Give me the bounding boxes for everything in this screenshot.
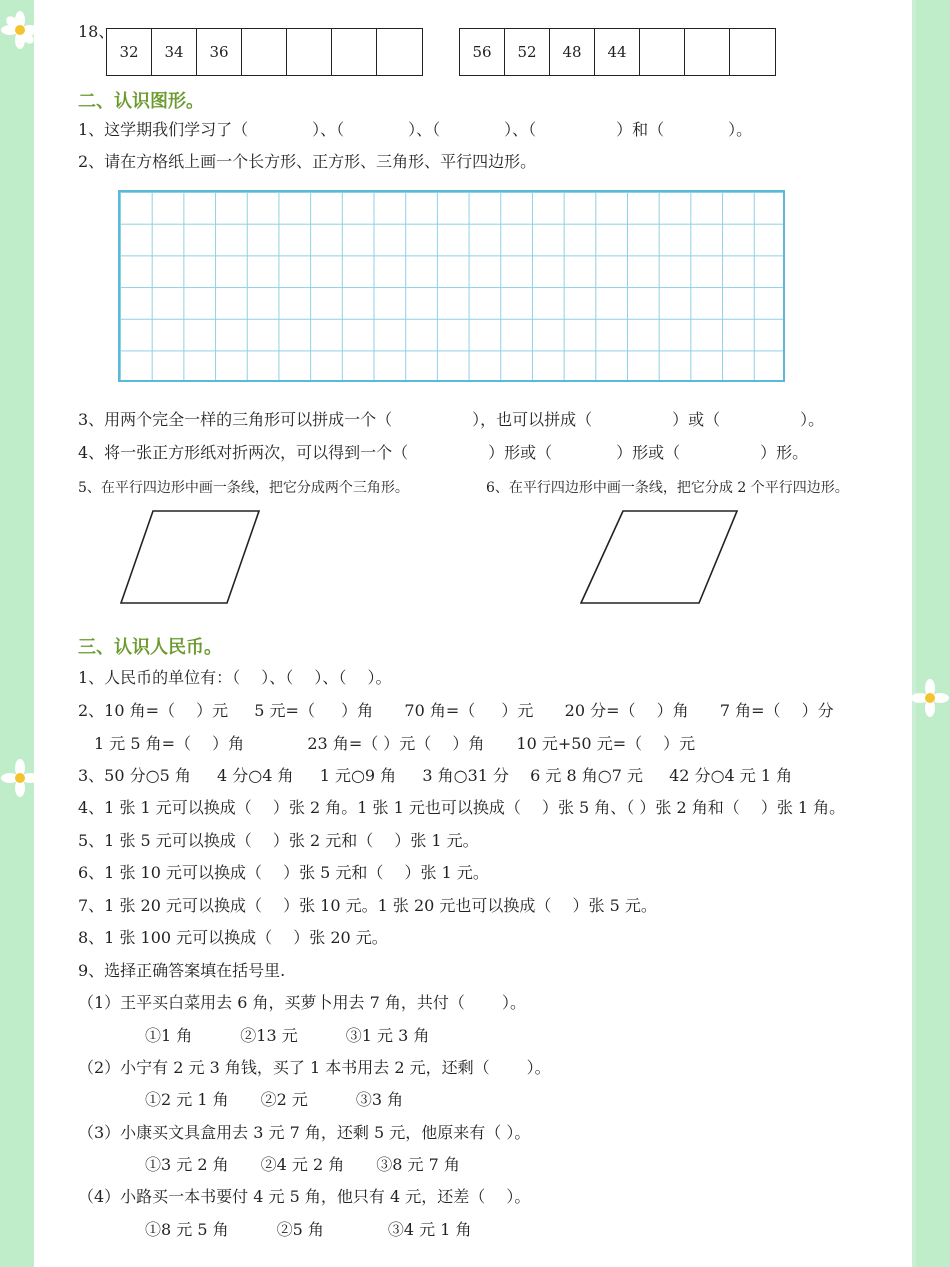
- answer-options: ①2 元 1 角 ②2 元 ③3 角: [145, 1090, 404, 1109]
- question-text: 6、1 张 10 元可以换成（ ）张 5 元和（ ）张 1 元。: [78, 863, 489, 882]
- answer-options: ①8 元 5 角 ②5 角 ③4 元 1 角: [145, 1220, 472, 1239]
- daisy-flower-icon: [908, 670, 950, 730]
- sequence-cell: 36: [197, 29, 242, 75]
- question-text: 7、1 张 20 元可以换成（ ）张 10 元。1 张 20 元也可以换成（ ）张 5 元。: [78, 896, 657, 915]
- sequence-cell: 52: [505, 29, 550, 75]
- sub-question: （4）小路买一本书要付 4 元 5 角，他只有 4 元，还差（ ）。: [78, 1187, 531, 1206]
- question-text: 4、1 张 1 元可以换成（ ）张 2 角。1 张 1 元也可以换成（ ）张 5 角、（ ）张 2 角和（ ）张 1 角。: [78, 798, 846, 817]
- question-18-label: 18、: [78, 22, 115, 41]
- sequence-blank[interactable]: [287, 29, 332, 75]
- right-decorative-border: [916, 0, 950, 1267]
- sequence-blank[interactable]: [332, 29, 377, 75]
- question-text: 2、10 角=（ ）元 5 元=（ ）角 70 角=（ ）元 20 分=（ ）角 7 角=（ ）分: [78, 701, 834, 720]
- question-text: 2、请在方格纸上画一个长方形、正方形、三角形、平行四边形。: [78, 152, 537, 171]
- question-text: 3、用两个完全一样的三角形可以拼成一个（ ），也可以拼成（ ）或（ ）。: [78, 410, 825, 429]
- sequence-blank[interactable]: [242, 29, 287, 75]
- parallelogram-shape[interactable]: [575, 505, 745, 610]
- section-3-heading: 三、认识人民币。: [78, 637, 222, 658]
- sequence-cell: 48: [550, 29, 595, 75]
- sub-question: （3）小康买文具盒用去 3 元 7 角，还剩 5 元，他原来有（ ）。: [78, 1123, 531, 1142]
- question-text: 9、选择正确答案填在括号里.: [78, 961, 286, 980]
- sequence-blank[interactable]: [640, 29, 685, 75]
- answer-options: ①3 元 2 角 ②4 元 2 角 ③8 元 7 角: [145, 1155, 460, 1174]
- question-text: 1、这学期我们学习了（ ）、（ ）、（ ）、（ ）和（ ）。: [78, 120, 753, 139]
- question-text: 4、将一张正方形纸对折两次，可以得到一个（ ）形或（ ）形或（ ）形。: [78, 443, 809, 462]
- sub-question: （1）王平买白菜用去 6 角，买萝卜用去 7 角，共付（ ）。: [78, 993, 526, 1012]
- sequence-cell: 34: [152, 29, 197, 75]
- question-text: 5、1 张 5 元可以换成（ ）张 2 元和（ ）张 1 元。: [78, 831, 479, 850]
- question-text: 3、50 分○5 角 4 分○4 角 1 元○9 角 3 角○31 分 6 元 8 角○7 元 42 分○4 元 1 角: [78, 766, 793, 785]
- sequence-cell: 56: [460, 29, 505, 75]
- sequence-left: [106, 28, 423, 76]
- question-text: 1 元 5 角=（ ）角 23 角=（ ）元（ ）角 10 元+50 元=（ ）元: [78, 734, 696, 753]
- sequence-cell: 32: [107, 29, 152, 75]
- question-text: 5、在平行四边形中画一条线，把它分成两个三角形。: [78, 480, 409, 496]
- sequence-blank[interactable]: [730, 29, 775, 75]
- sequence-blank[interactable]: [377, 29, 422, 75]
- sequence-blank[interactable]: [685, 29, 730, 75]
- drawing-grid[interactable]: [118, 190, 785, 382]
- section-2-heading: 二、认识图形。: [78, 91, 204, 112]
- answer-options: ①1 角 ②13 元 ③1 元 3 角: [145, 1026, 430, 1045]
- question-text: 8、1 张 100 元可以换成（ ）张 20 元。: [78, 928, 388, 947]
- left-decorative-border: [0, 0, 34, 1267]
- sequence-right: [459, 28, 776, 76]
- sub-question: （2）小宁有 2 元 3 角钱，买了 1 本书用去 2 元，还剩（ ）。: [78, 1058, 551, 1077]
- question-text: 1、人民币的单位有：（ ）、（ ）、（ ）。: [78, 668, 392, 687]
- sequence-cell: 44: [595, 29, 640, 75]
- question-text: 6、在平行四边形中画一条线，把它分成 2 个平行四边形。: [486, 480, 849, 496]
- parallelogram-shape[interactable]: [115, 505, 265, 610]
